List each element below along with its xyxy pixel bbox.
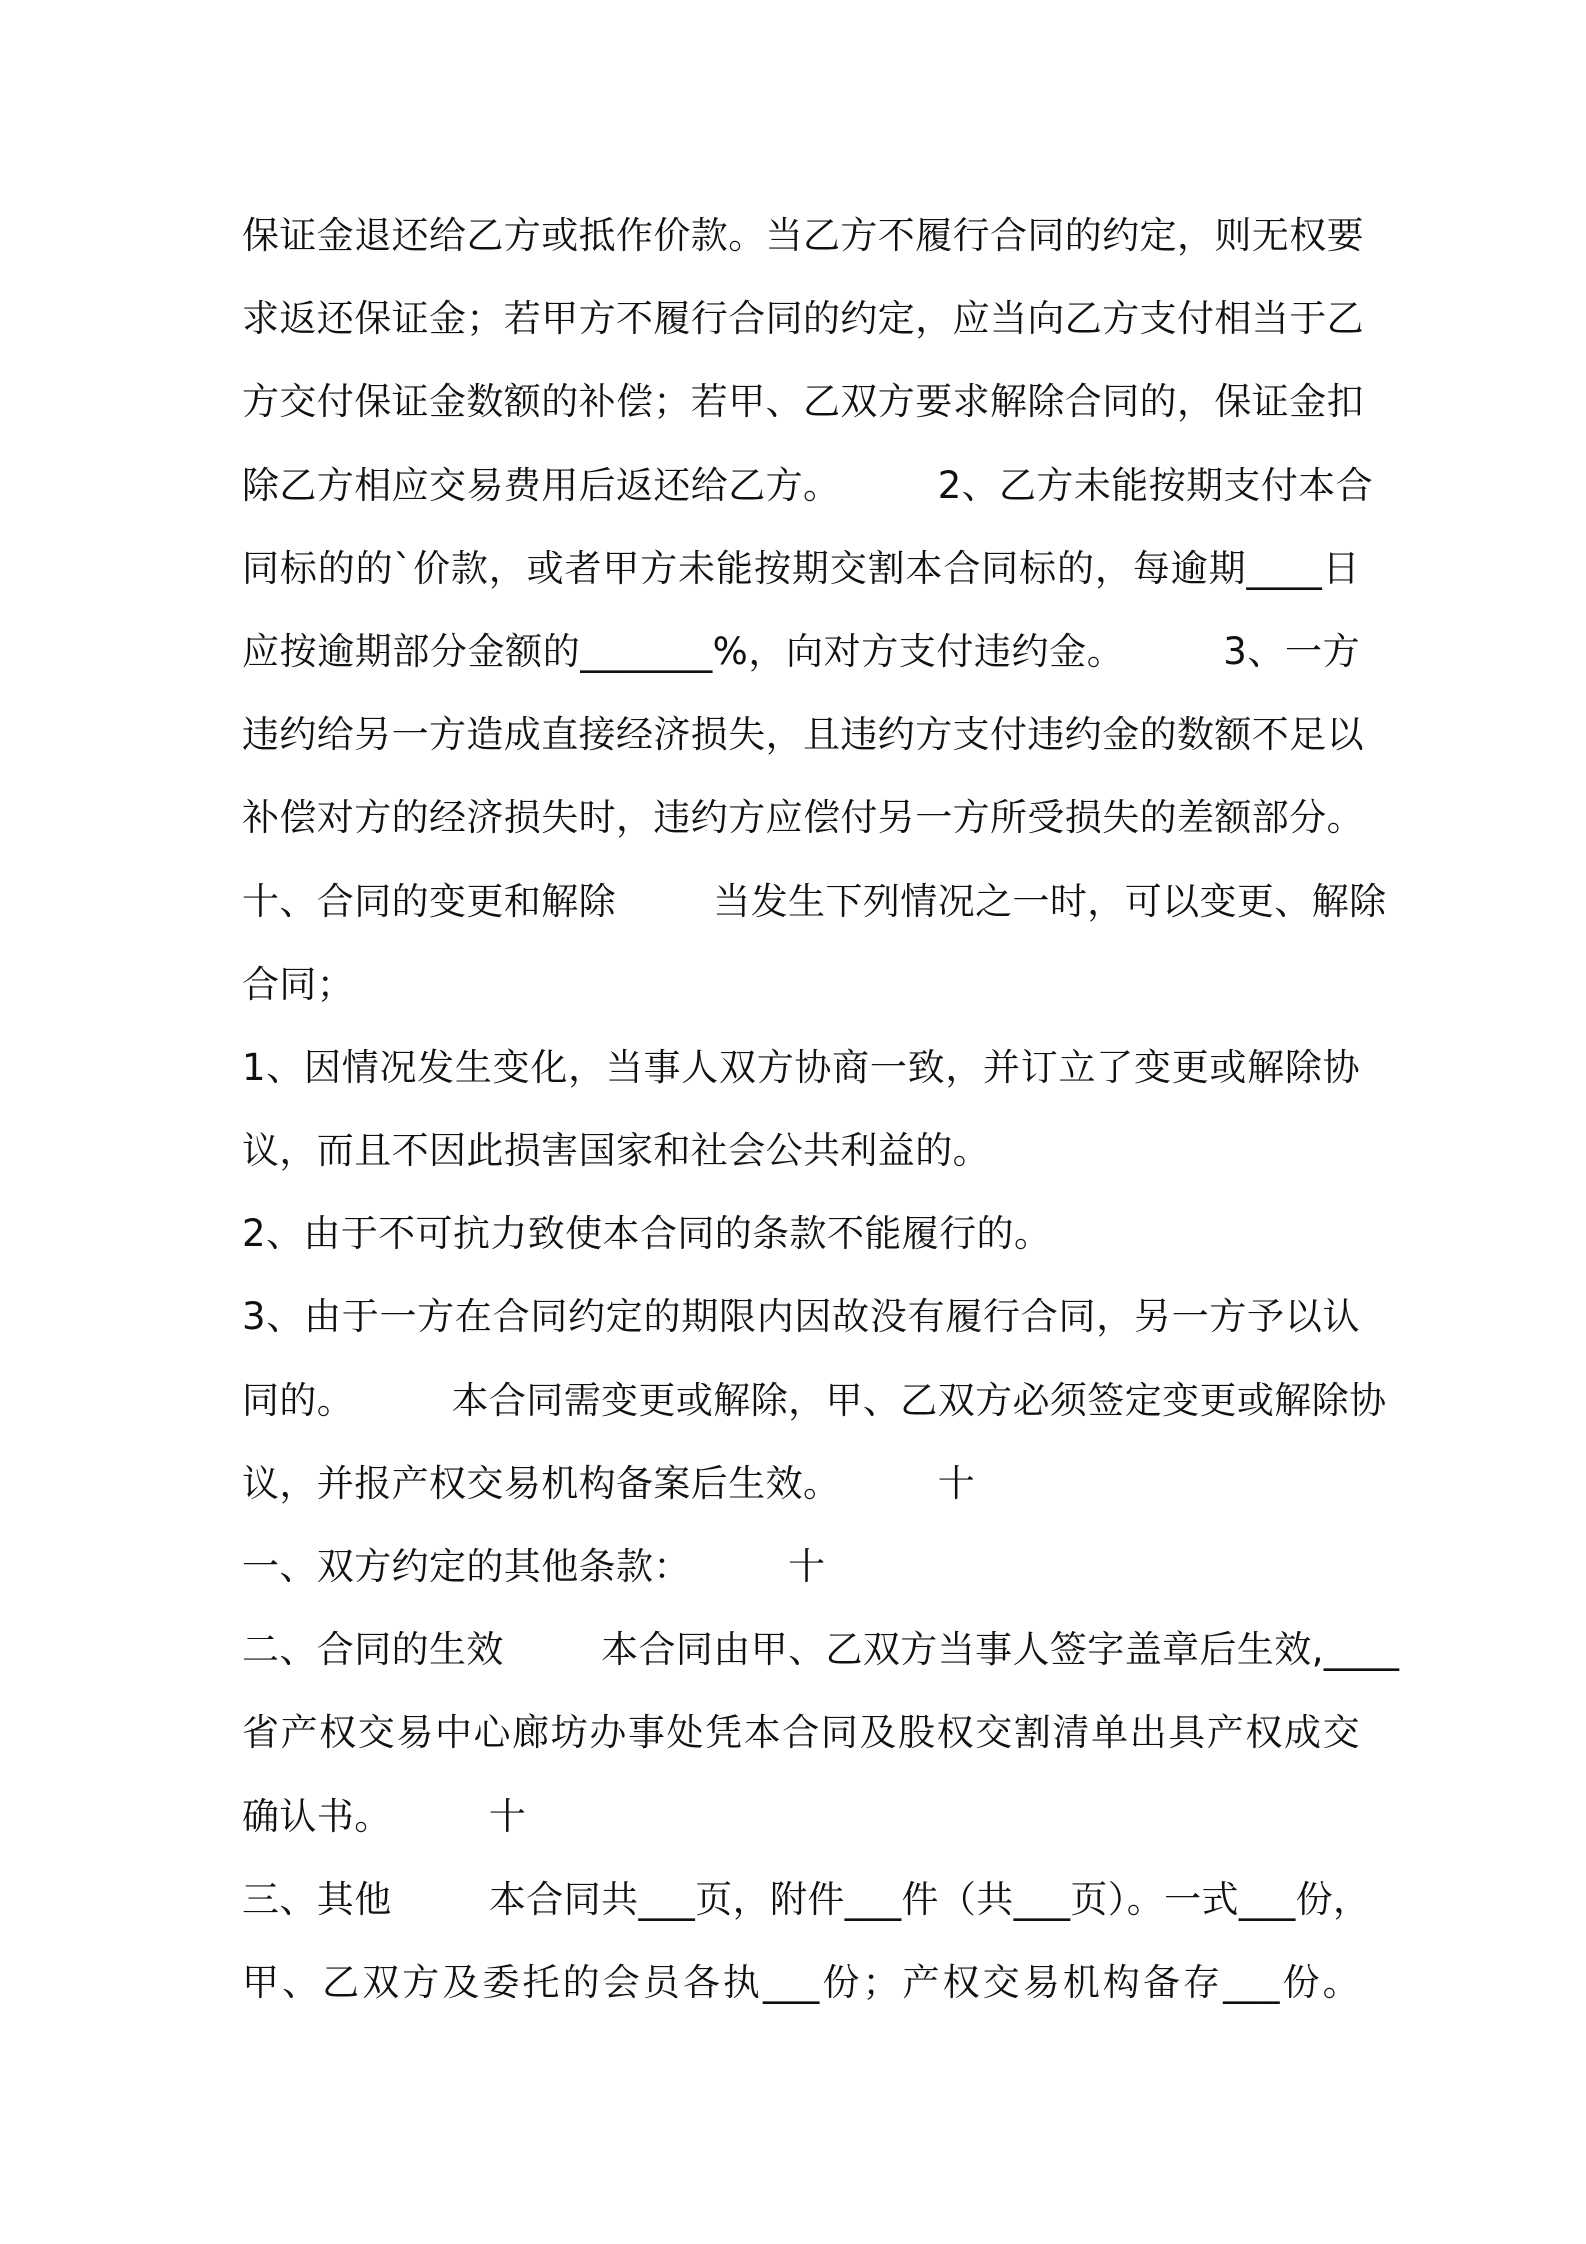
text-line-5: 同标的的`价款，或者甲方未能按期交割本合同标的，每逾期____日	[242, 546, 1360, 590]
text-line-22: 甲、乙双方及委托的会员各执___份；产权交易机构备存___份。	[242, 1960, 1360, 2004]
clause-1-line-2: 议，而且不因此损害国家和社会公共利益的。	[242, 1129, 990, 1173]
text-line-10: 合同；	[242, 962, 355, 1006]
contract-text	[242, 194, 1400, 2024]
section-heading-13: 三、其他 本合同共___页，附件___件（共___页）。一式___份，	[242, 1877, 1371, 1921]
clause-2: 2、由于不可抗力致使本合同的条款不能履行的。	[242, 1212, 1052, 1256]
section-heading-10: 十、合同的变更和解除 当发生下列情况之一时，可以变更、解除	[242, 879, 1387, 923]
clause-1-line-1: 1、因情况发生变化，当事人双方协商一致，并订立了变更或解除协	[242, 1045, 1360, 1089]
clause-3-line-3: 议，并报产权交易机构备案后生效。 十	[242, 1461, 976, 1505]
clause-3-line-1: 3、由于一方在合同约定的期限内因故没有履行合同，另一方予以认	[242, 1295, 1360, 1339]
text-line-3: 方交付保证金数额的补偿；若甲、乙双方要求解除合同的，保证金扣	[242, 380, 1364, 424]
text-line-2: 求返还保证金；若甲方不履行合同的约定，应当向乙方支付相当于乙	[242, 297, 1364, 341]
text-line-6: 应按逾期部分金额的_______%，向对方支付违约金。 3、一方	[242, 629, 1360, 673]
text-line-1: 保证金退还给乙方或抵作价款。当乙方不履行合同的约定，则无权要	[242, 214, 1364, 257]
text-line-19: 省产权交易中心廊坊办事处凭本合同及股权交割清单出具产权成交	[242, 1711, 1360, 1755]
text-line-7: 违约给另一方造成直接经济损失，且违约方支付违约金的数额不足以	[242, 713, 1364, 757]
text-line-8: 补偿对方的经济损失时，违约方应偿付另一方所受损失的差额部分。	[242, 796, 1364, 840]
text-line-4: 除乙方相应交易费用后返还给乙方。 2、乙方未能按期支付本合	[242, 463, 1374, 507]
clause-3-line-2: 同的。 本合同需变更或解除，甲、乙双方必须签定变更或解除协	[242, 1378, 1387, 1422]
section-heading-11: 一、双方约定的其他条款： 十	[242, 1545, 826, 1588]
text-line-20: 确认书。 十	[242, 1794, 527, 1838]
section-heading-12: 二、合同的生效 本合同由甲、乙双方当事人签字盖章后生效,____	[242, 1628, 1400, 1672]
